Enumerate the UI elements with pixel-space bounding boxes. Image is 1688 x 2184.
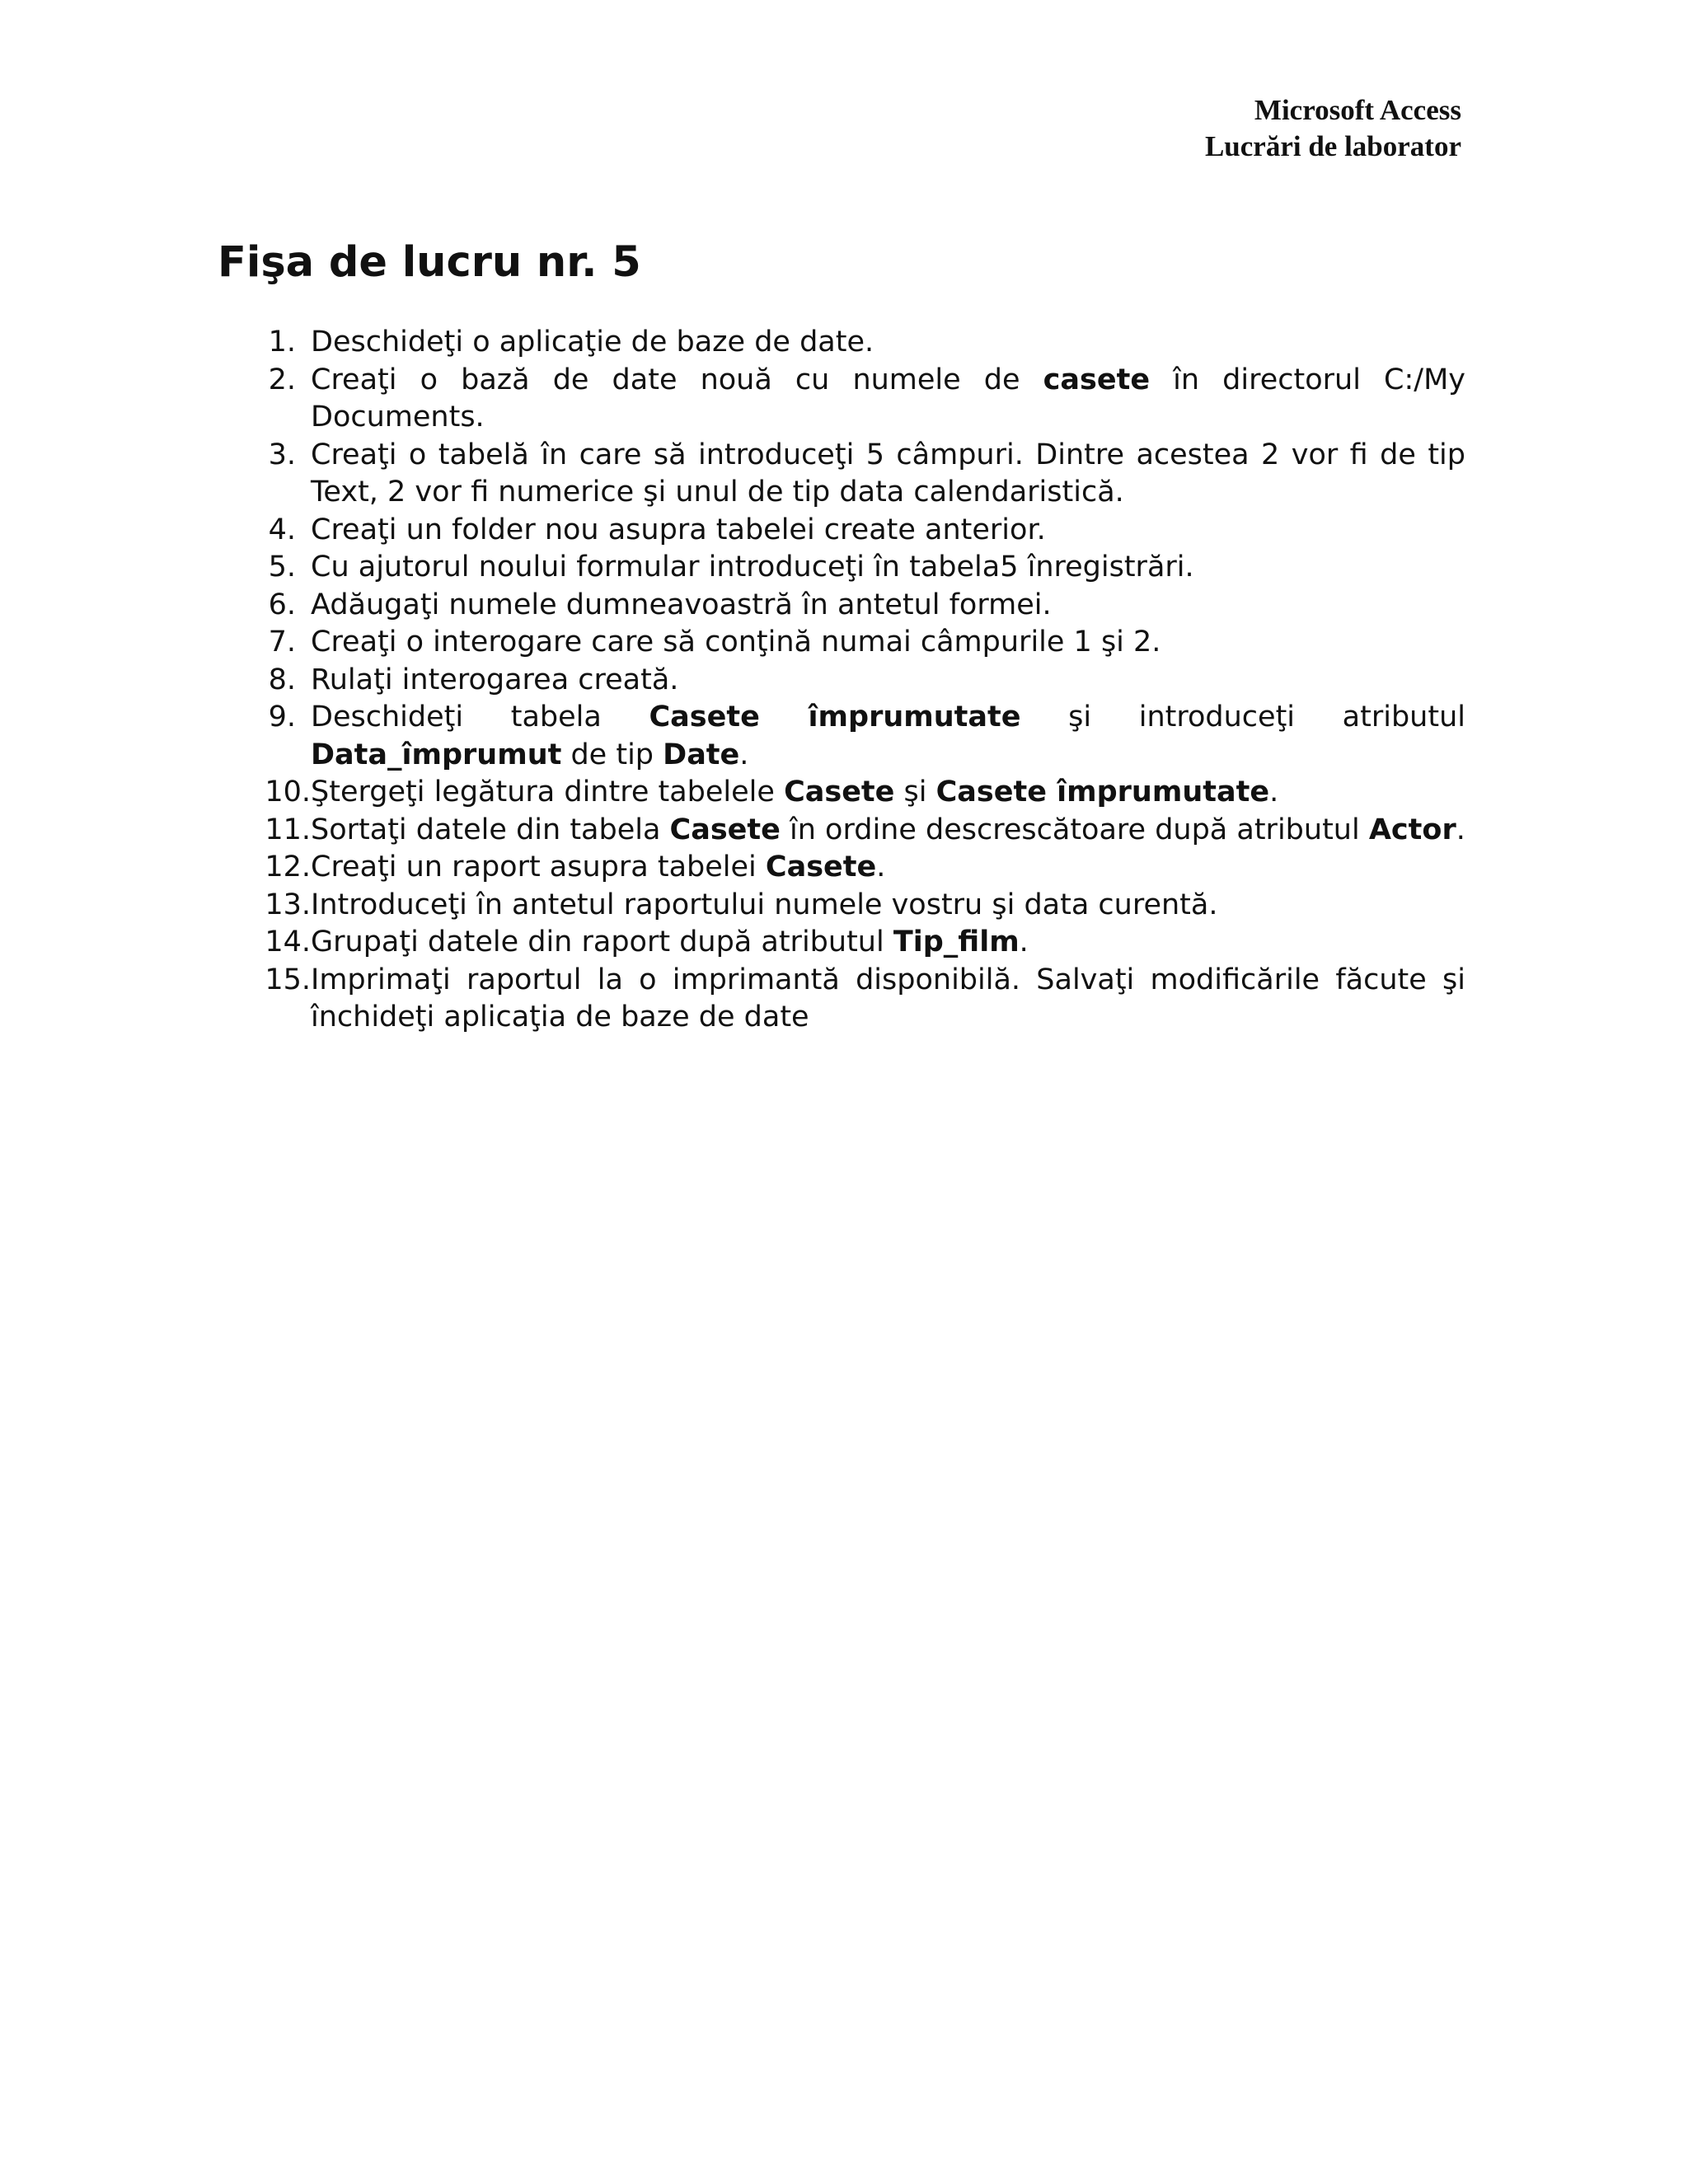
- text-run: Adăugaţi numele dumneavoastră în antetul formei.: [311, 588, 1052, 621]
- list-item-number: 5.: [268, 551, 296, 583]
- bold-term: Casete: [765, 851, 877, 883]
- list-item-number: 7.: [268, 626, 296, 658]
- list-item-number: 3.: [268, 438, 296, 471]
- text-run: Creaţi o tabelă în care să introduceţi 5 câmpuri. Dintre acestea 2 vor fi de tip Text, 2 vor fi numerice şi unul de tip data calendaristică.: [311, 438, 1465, 509]
- text-run: Sortaţi datele din tabela: [311, 813, 670, 846]
- text-run: Deschideţi tabela: [311, 701, 649, 733]
- list-item-number: 10.: [265, 776, 311, 808]
- bold-term: Casete împrumutate: [649, 701, 1021, 733]
- list-item-text: [311, 699, 1465, 774]
- list-item-text: [311, 324, 1465, 362]
- text-run: Creaţi un folder nou asupra tabelei create anterior.: [311, 513, 1046, 546]
- list-item-number: 12.: [265, 851, 311, 883]
- text-run: în directorul C:/My Documents.: [311, 363, 1465, 434]
- bold-term: Casete: [784, 776, 895, 808]
- list-item: [246, 324, 1465, 362]
- text-run: .: [1019, 926, 1029, 958]
- list-item-number: 11.: [265, 813, 311, 846]
- list-item-text: [311, 362, 1465, 437]
- list-item: [246, 662, 1465, 700]
- text-run: Deschideţi o aplicaţie de baze de date.: [311, 326, 874, 359]
- list-item-number: 6.: [268, 588, 296, 621]
- list-item: [246, 774, 1465, 812]
- text-run: în ordine descrescătoare după atributul: [780, 813, 1369, 846]
- list-item-text: [311, 662, 1465, 700]
- list-item: [246, 924, 1465, 962]
- text-run: Grupaţi datele din raport după atributul: [311, 926, 893, 958]
- list-item-number: 2.: [268, 363, 296, 396]
- list-item: [246, 624, 1465, 662]
- list-item-text: [311, 812, 1465, 850]
- list-item-text: [311, 887, 1465, 925]
- list-item: [246, 549, 1465, 587]
- list-item-text: [311, 962, 1465, 1037]
- text-run: Creaţi o interogare care să conţină numai câmpurile 1 şi 2.: [311, 626, 1161, 658]
- list-item-text: [311, 587, 1465, 625]
- text-run: Introduceţi în antetul raportului numele vostru şi data curentă.: [311, 888, 1218, 921]
- list-item-text: [311, 849, 1465, 887]
- text-run: Creaţi o bază de date nouă cu numele de: [311, 363, 1043, 396]
- text-run: şi introduceţi atributul: [1020, 701, 1465, 733]
- text-run: .: [1269, 776, 1279, 808]
- bold-term: Date: [663, 738, 740, 771]
- text-run: Imprimaţi raportul la o imprimantă disponibilă. Salvaţi modificările făcute şi închideţi aplicaţia de baze de date: [311, 963, 1465, 1033]
- bold-term: Casete împrumutate: [935, 776, 1270, 808]
- text-run: Cu ajutorul noului formular introduceţi în tabela5 înregistrări.: [311, 551, 1194, 583]
- page-title: Fişa de lucru nr. 5: [218, 238, 641, 287]
- list-item-number: 1.: [268, 326, 296, 359]
- text-run: .: [739, 738, 749, 771]
- list-item-text: [311, 624, 1465, 662]
- text-run: Creaţi un raport asupra tabelei: [311, 851, 766, 883]
- text-run: Rulaţi interogarea creată.: [311, 663, 679, 696]
- list-item-number: 13.: [265, 888, 311, 921]
- list-item-text: [311, 437, 1465, 512]
- bold-term: Actor: [1368, 813, 1456, 846]
- list-item: [246, 812, 1465, 850]
- bold-term: Casete: [669, 813, 781, 846]
- list-item: [246, 962, 1465, 1037]
- list-item-number: 14.: [265, 926, 311, 958]
- list-item: [246, 587, 1465, 625]
- text-run: de tip: [561, 738, 663, 771]
- header-line-2: Lucrări de laborator: [1204, 130, 1461, 162]
- list-item-number: 8.: [268, 663, 296, 696]
- list-item-number: 4.: [268, 513, 296, 546]
- list-item: [246, 699, 1465, 774]
- list-item: [246, 437, 1465, 512]
- list-item: [246, 887, 1465, 925]
- list-item-number: 15.: [265, 963, 311, 996]
- bold-term: Tip_film: [893, 926, 1020, 958]
- text-run: Ştergeţi legătura dintre tabelele: [311, 776, 785, 808]
- list-item-number: 9.: [268, 701, 296, 733]
- list-item-text: [311, 774, 1465, 812]
- list-item: [246, 512, 1465, 550]
- running-header: [1205, 92, 1461, 165]
- text-run: şi: [894, 776, 936, 808]
- text-run: .: [1456, 813, 1465, 846]
- list-item: [246, 362, 1465, 437]
- list-item-text: [311, 549, 1465, 587]
- bold-term: casete: [1043, 363, 1151, 396]
- bold-term: Data_împrumut: [311, 738, 562, 771]
- list-item-text: [311, 924, 1465, 962]
- list-item-text: [311, 512, 1465, 550]
- header-line-1: Microsoft Access: [1254, 94, 1461, 126]
- list-item: [246, 849, 1465, 887]
- task-list: [246, 324, 1465, 1037]
- text-run: .: [876, 851, 886, 883]
